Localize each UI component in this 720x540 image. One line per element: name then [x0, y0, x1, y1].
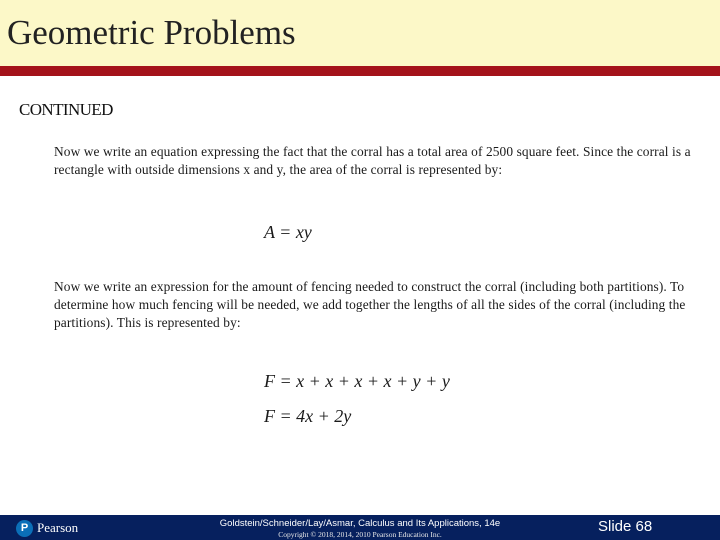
slide-title: Geometric Problems: [7, 13, 296, 52]
equation-fencing-sum: F = x + x + x + x + y + y: [264, 371, 450, 391]
logo-text: Pearson: [37, 520, 79, 535]
equation-area: A = xy: [264, 222, 312, 242]
slide-number: Slide 68: [598, 518, 653, 535]
pearson-logo: [16, 518, 78, 538]
accent-bar: [0, 66, 720, 76]
section-subheading: CONTINUED: [19, 100, 113, 119]
footer-citation: Goldstein/Schneider/Lay/Asmar, Calculus and Its Applications, 14e: [219, 518, 501, 529]
paragraph-fencing: Now we write an expression for the amount of fencing needed to construct the corral (including both partitions). To determine how much fencing will be needed, we add together the lengths of all the sides of the corral (including the partitions). This is represented by:: [54, 279, 686, 330]
pearson-p-icon: P: [16, 520, 33, 537]
footer-copyright: Copyright © 2018, 2014, 2010 Pearson Education Inc.: [278, 530, 442, 539]
paragraph-area: Now we write an equation expressing the fact that the corral has a total area of 2500 square feet. Since the corral is a rectangle with outside dimensions x and y, the area of the corral is represented by:: [54, 144, 691, 177]
equation-fencing-simplified: F = 4x + 2y: [264, 406, 352, 426]
